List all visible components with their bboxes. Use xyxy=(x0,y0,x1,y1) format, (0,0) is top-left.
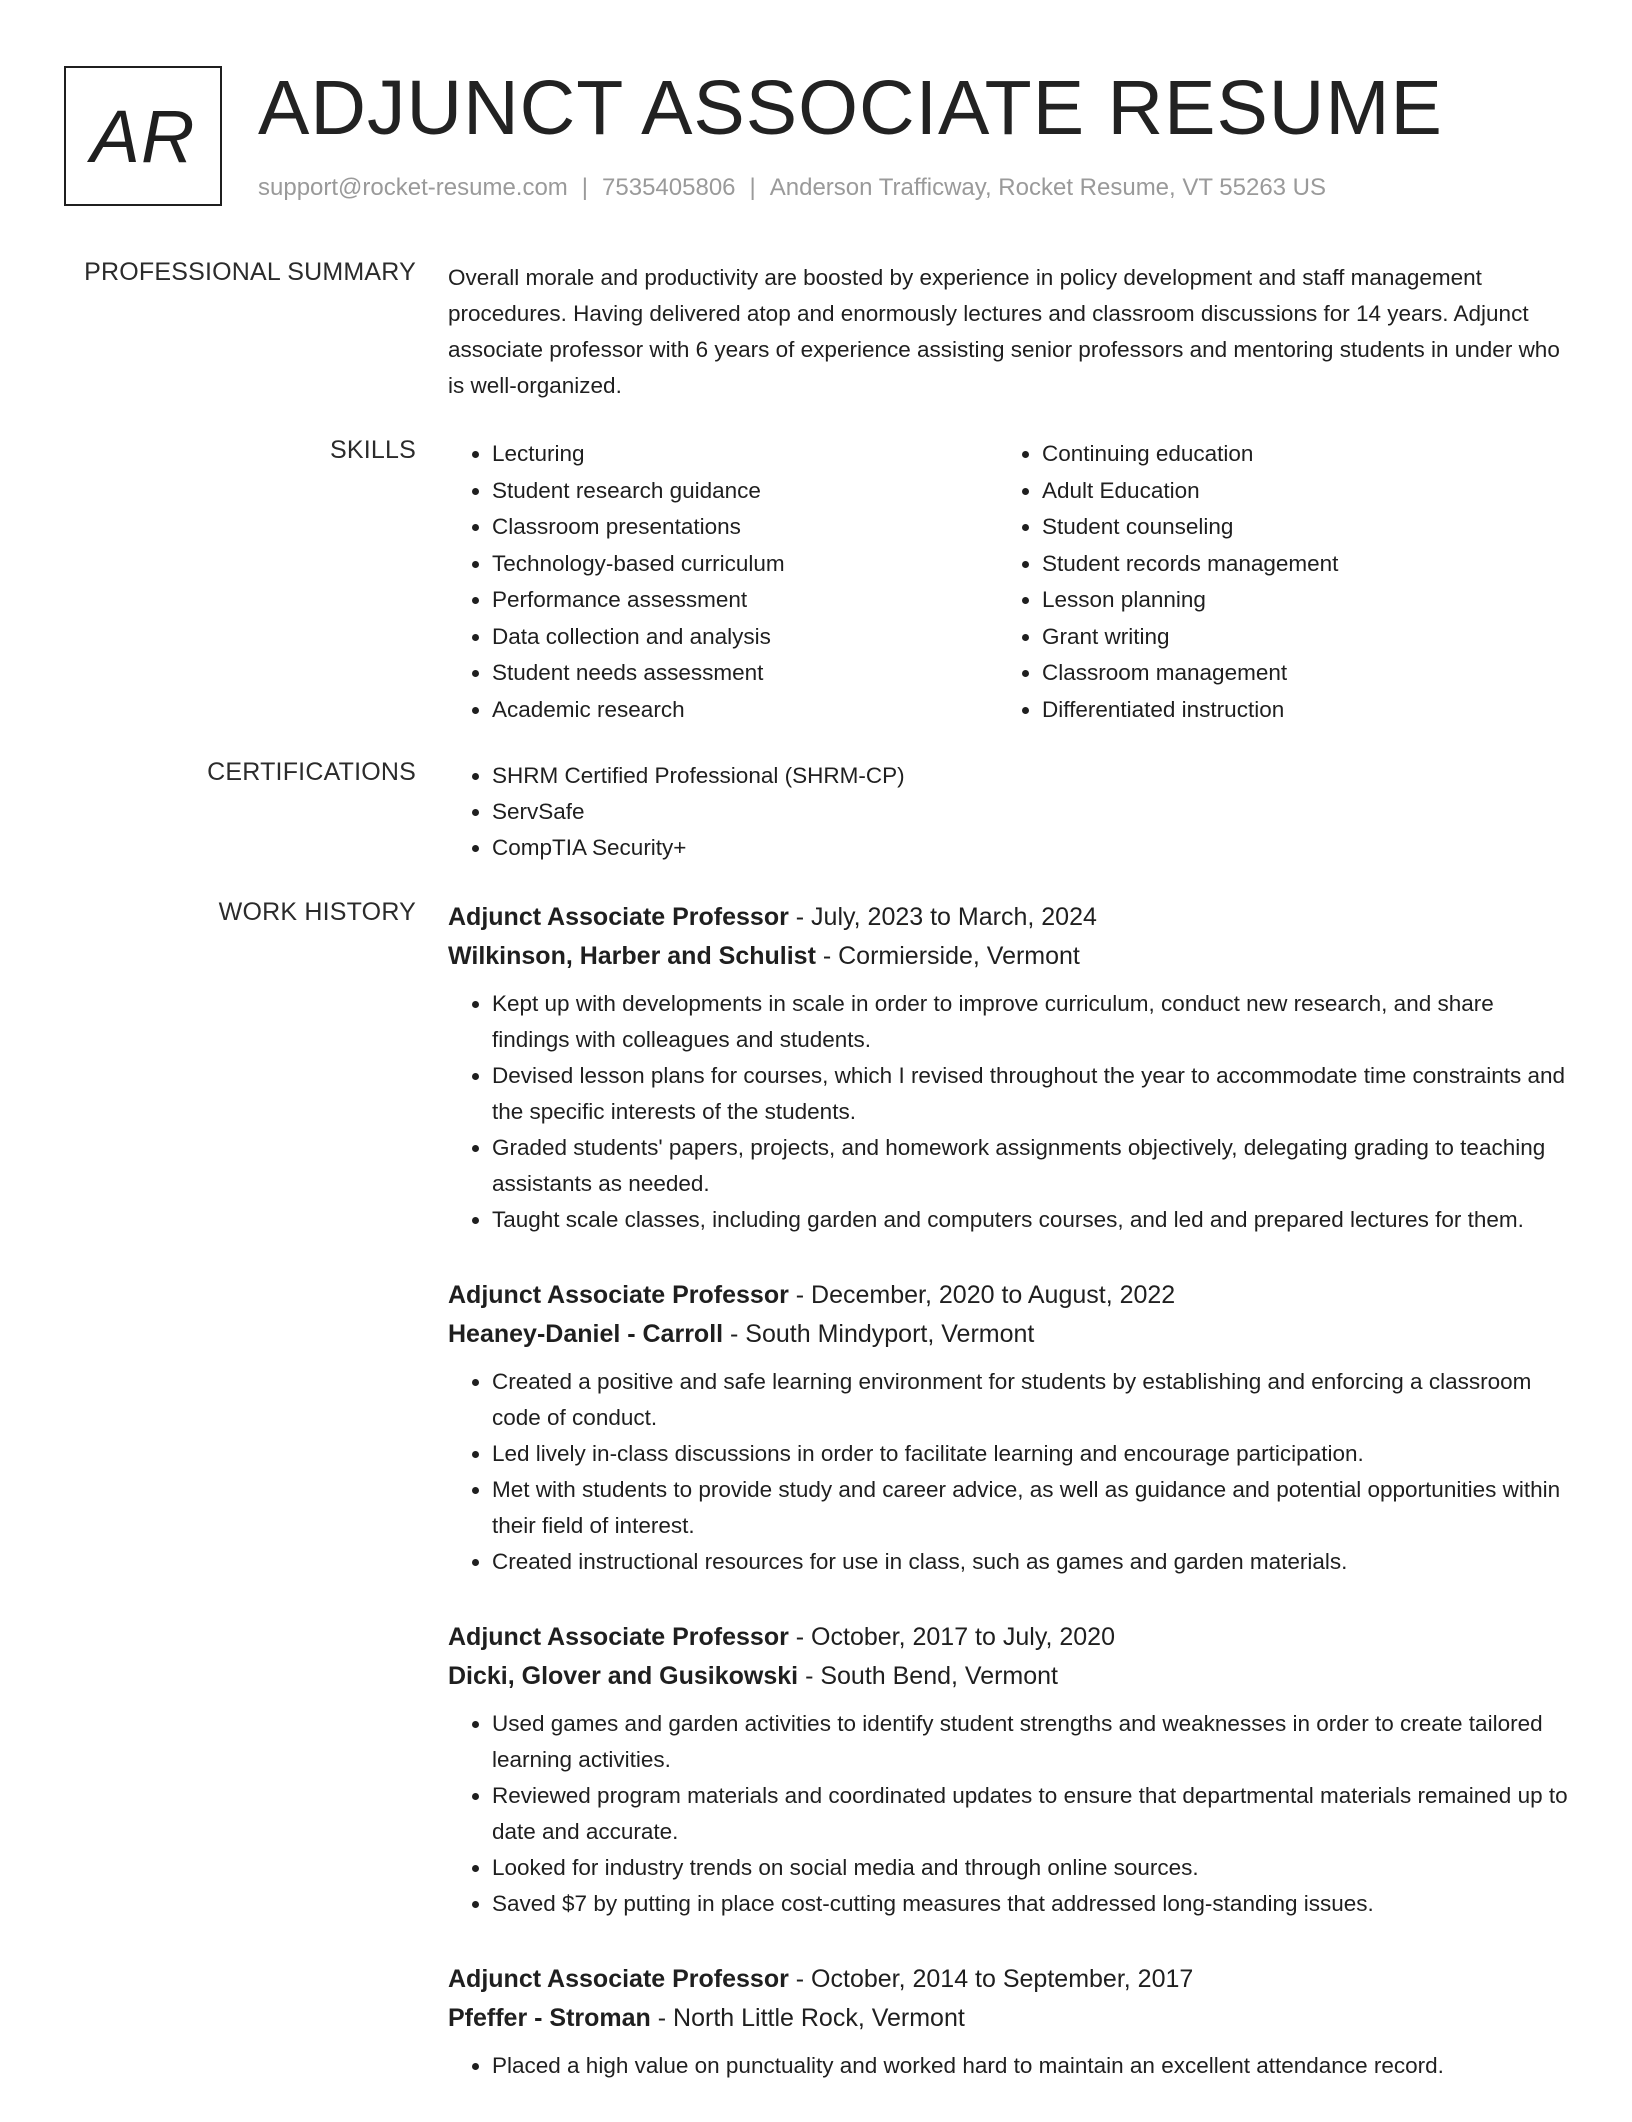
skills-label: SKILLS xyxy=(330,436,416,464)
list-item: • ServSafe xyxy=(492,794,1568,830)
list-item: • Data collection and analysis xyxy=(492,619,998,656)
job-role: Adjunct Associate Professor xyxy=(448,1623,789,1651)
job-entry xyxy=(448,1276,1568,1580)
contact-separator: | xyxy=(581,174,589,201)
job-location: - South Bend, Vermont xyxy=(798,1662,1059,1690)
job-dates: - July, 2023 to March, 2024 xyxy=(788,903,1097,931)
resume-header xyxy=(64,66,1564,216)
job-bullets xyxy=(448,1364,1568,1580)
job-role: Adjunct Associate Professor xyxy=(448,1281,789,1309)
certifications-label: CERTIFICATIONS xyxy=(207,758,416,786)
work-history-body xyxy=(448,898,1568,2122)
list-item: • Student records management xyxy=(1042,546,1548,583)
job-bullets xyxy=(448,1706,1568,1922)
list-item: • CompTIA Security+ xyxy=(492,830,1568,866)
list-item: • Differentiated instruction xyxy=(1042,692,1548,729)
list-item: • Student research guidance xyxy=(492,473,998,510)
job-dates: - December, 2020 to August, 2022 xyxy=(788,1281,1176,1309)
list-item: • Graded students' papers, projects, and homework assignments objectively, delegating grading to teaching assistants as needed. xyxy=(492,1130,1568,1202)
summary-text: Overall morale and productivity are boosted by experience in policy development and staff management procedures. Having delivered atop and enormously lectures and classroom discussions for 14 years. Adjunct associate professor with 6 years of experience assisting senior professors and mentoring students in under who is well-organized. xyxy=(448,265,1560,398)
list-item: • Looked for industry trends on social media and through online sources. xyxy=(492,1850,1568,1886)
job-dates: - October, 2014 to September, 2017 xyxy=(788,1965,1194,1993)
job-dates: - October, 2017 to July, 2020 xyxy=(788,1623,1115,1651)
job-company: Pfeffer - Stroman xyxy=(448,2004,651,2032)
job-location: - North Little Rock, Vermont xyxy=(650,2004,965,2032)
list-item: • Used games and garden activities to identify student strengths and weaknesses in order to create tailored learning activities. xyxy=(492,1706,1568,1778)
list-item: • Kept up with developments in scale in order to improve curriculum, conduct new research, and share findings with colleagues and students. xyxy=(492,986,1568,1058)
resume-title: ADJUNCT ASSOCIATE RESUME xyxy=(258,65,1443,151)
list-item: • Lesson planning xyxy=(1042,582,1548,619)
list-item: • SHRM Certified Professional (SHRM-CP) xyxy=(492,758,1568,794)
job-entry xyxy=(448,898,1568,1238)
list-item: • Created a positive and safe learning environment for students by establishing and enforcing a classroom code of conduct. xyxy=(492,1364,1568,1436)
job-role: Adjunct Associate Professor xyxy=(448,903,789,931)
summary-label: PROFESSIONAL SUMMARY xyxy=(84,258,416,286)
work-history-label: WORK HISTORY xyxy=(218,898,416,926)
list-item: • Classroom presentations xyxy=(492,509,998,546)
job-location: - South Mindyport, Vermont xyxy=(723,1320,1035,1348)
list-item: • Classroom management xyxy=(1042,655,1548,692)
skills-list-right xyxy=(998,436,1548,728)
list-item: • Academic research xyxy=(492,692,998,729)
job-company: Heaney-Daniel - Carroll xyxy=(448,1320,724,1348)
list-item: • Adult Education xyxy=(1042,473,1548,510)
certifications-body xyxy=(448,758,1568,866)
contact-address: Anderson Trafficway, Rocket Resume, VT 55263 US xyxy=(769,174,1327,201)
list-item: • Student needs assessment xyxy=(492,655,998,692)
contact-email: support@rocket-resume.com xyxy=(258,174,568,201)
job-company: Wilkinson, Harber and Schulist xyxy=(448,942,816,970)
list-item: • Taught scale classes, including garden and computers courses, and led and prepared lectures for them. xyxy=(492,1202,1568,1238)
job-entry xyxy=(448,1960,1568,2084)
contact-separator: | xyxy=(749,174,756,201)
list-item: • Student counseling xyxy=(1042,509,1548,546)
list-item: • Saved $7 by putting in place cost-cutting measures that addressed long-standing issues. xyxy=(492,1886,1568,1922)
list-item: • Placed a high value on punctuality and worked hard to maintain an excellent attendance record. xyxy=(492,2048,1568,2084)
job-company: Dicki, Glover and Gusikowski xyxy=(448,1662,799,1690)
certifications-list xyxy=(448,758,1568,866)
monogram-logo: AR xyxy=(64,66,222,206)
list-item: • Performance assessment xyxy=(492,582,998,619)
list-item: • Grant writing xyxy=(1042,619,1548,656)
list-item: • Reviewed program materials and coordinated updates to ensure that departmental materials remained up to date and accurate. xyxy=(492,1778,1568,1850)
contact-line xyxy=(258,174,1326,202)
job-location: - Cormierside, Vermont xyxy=(815,942,1080,970)
job-role: Adjunct Associate Professor xyxy=(448,1965,789,1993)
job-bullets xyxy=(448,2048,1568,2084)
list-item: • Lecturing xyxy=(492,436,998,473)
contact-phone: 7535405806 xyxy=(602,174,736,201)
skills-body xyxy=(448,436,1568,728)
summary-body xyxy=(448,260,1568,404)
job-entry xyxy=(448,1618,1568,1922)
list-item: • Continuing education xyxy=(1042,436,1548,473)
job-bullets xyxy=(448,986,1568,1238)
list-item: • Technology-based curriculum xyxy=(492,546,998,583)
skills-list-left xyxy=(448,436,998,728)
list-item: • Devised lesson plans for courses, which I revised throughout the year to accommodate time constraints and the specific interests of the students. xyxy=(492,1058,1568,1130)
list-item: • Led lively in-class discussions in order to facilitate learning and encourage participation. xyxy=(492,1436,1568,1472)
list-item: • Created instructional resources for use in class, such as games and garden materials. xyxy=(492,1544,1568,1580)
list-item: • Met with students to provide study and career advice, as well as guidance and potential opportunities within their field of interest. xyxy=(492,1472,1568,1544)
